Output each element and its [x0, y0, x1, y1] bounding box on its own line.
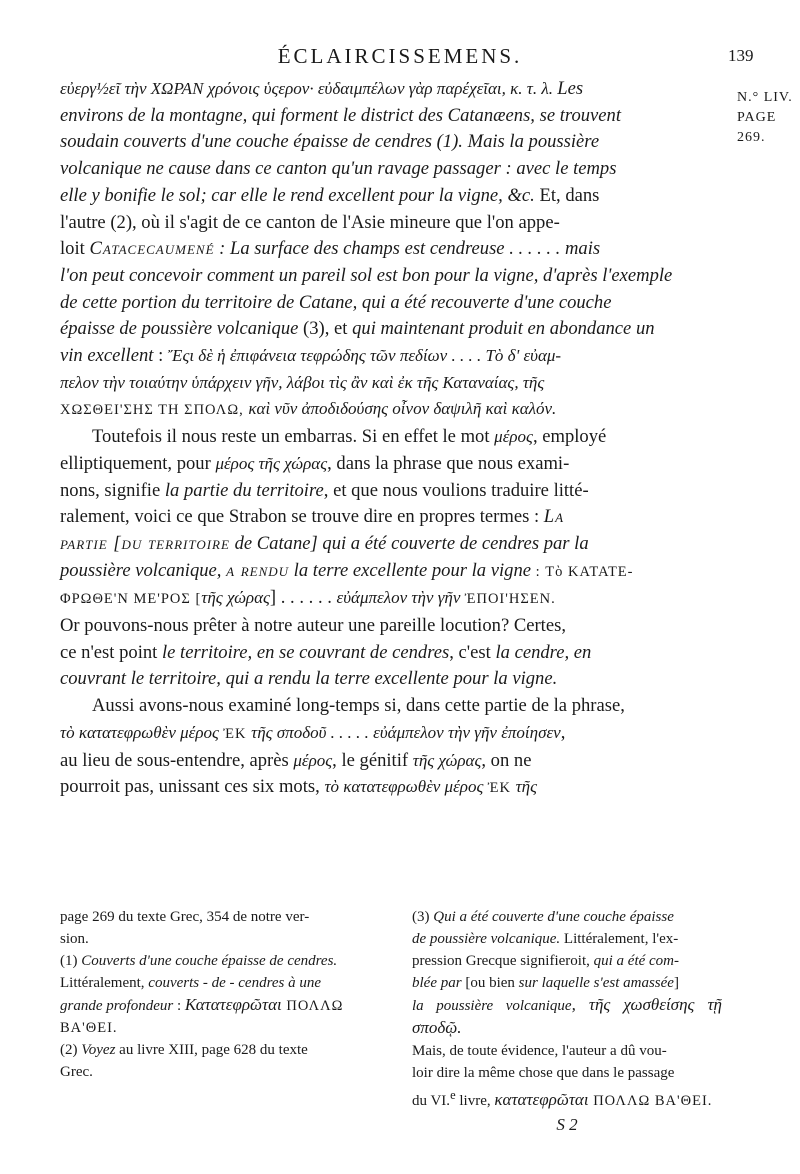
footnote-3: (3) Qui a été couverte d'une couche épaisse de poussière volcanique. Littéralement, l'ex- pression Grecque signifieroit, qui a été com- blée par [ou bien sur laquelle s'est amassée] la poussière volcanique, τῆς χωσθείσης τῇ σποδῷ. Mais, de toute évidence, l'auteur a dû vou- loir dire la même chose que dans le passage du VI.$^e$ livre, κατατεφρῶται ΠΟΛΛΩ ΒΑ'ΘΕΙ. [412, 909, 722, 1109]
margin-note [737, 88, 797, 148]
footnotes-right-column [412, 906, 722, 1136]
body-text [60, 76, 722, 802]
footnote-2: (2) Voyez au livre XIII, page 628 du texte Grec. [60, 1042, 308, 1080]
margin-note-page: PAGE 269. [737, 110, 777, 145]
footnote-continuation: page 269 du texte Grec, 354 de notre ver- sion. [60, 909, 310, 947]
footnote-1: (1) Couverts d'une couche épaisse de cendres. Littéralement, couverts - de - cendres à une grande profondeur : Κατατεφρῶται ΠΟΛΛΩ ΒΑ'ΘΕΙ. [60, 953, 344, 1036]
paragraph-3: Aussi avons-nous examiné long-temps si, dans cette partie de la phrase, τὸ κατατεφρωθὲν μέρος ἘΚ τῆς σποδοῦ . . . . . εὐάμπελον τὴν γῆν ἐποίησεν, au lieu de sous-entendre, après μέρος, le génitif τῆς χώρας, on ne pourroit pas, unissant ces six mots, τὸ κατατεφρωθὲν μέρος ἘΚ τῆς [60, 695, 625, 798]
paragraph-1: εὐεργ½εῖ τὴν ΧΩΡΑΝ χρόνοις ὑςερον· εὐδαιμπέλων γὰρ παρέχεῖαι, κ. τ. λ. Les environs de la montagne, qui forment le district des Catanæens, se trouvent soudain couverts d'une couche épaisse de cendres (1). Mais la poussière volcanique ne cause dans ce canton qu'un ravage passager : avec le temps elle y bonifie le sol; car elle le rend excellent pour la vigne, &c. Et, dans l'autre (2), où il s'agit de ce canton de l'Asie mineure que l'on appe- loit Catacecaumené : La surface des champs est cendreuse . . . . . . mais l'on peut concevoir comment un pareil sol est bon pour la vigne, d'après l'exemple de cette portion du territoire de Catane, qui a été recouverte d'une couche épaisse de poussière volcanique (3), et qui maintenant produit en abondance un vin excellent : Ἔςι δὲ ἡ ἐπιφάνεια τεφρώδης τῶν πεδίων . . . . Τὸ δ' εὐαμ- πελον τὴν τοιαύτην ὑπάρχειν γῆν, λάβοι τὶς ἂν καὶ ἐκ τῆς Καταναίας, τῆς ΧΩΣΘΕΙ'ΣΗΣ ΤΗ ΣΠΟΛΩ, καὶ νῦν ἀποδιδούσης οἶνον δαψιλῆ καὶ καλόν. [60, 78, 673, 419]
margin-note-number: N.° LIV. [737, 90, 793, 105]
footnotes-left-column [60, 906, 370, 1083]
signature-mark: S 2 [556, 1115, 578, 1134]
paragraph-2: Toutefois il nous reste un embarras. Si en effet le mot μέρος, employé elliptiquement, pour μέρος τῆς χώρας, dans la phrase que nous exami- nons, signifie la partie du territoire, et que nous voulions traduire litté- ralement, voici ce que Strabon se trouve dire en propres termes : La partie [du territoire de Catane] qui a été couverte de cendres par la poussière volcanique, a rendu la terre excellente pour la vigne : Τὸ ΚΑΤΑΤΕ- ΦΡΩΘΕ'Ν ΜΕ'ΡΟΣ [τῆς χώρας] . . . . . . εὐάμπελον τὴν γῆν ἘΠΟΙ'ΗΣΕΝ. Or pouvons-nous prêter à notre auteur une pareille locution? Certes, ce n'est point le territoire, en se couvrant de cendres, c'est la cendre, en couvrant le territoire, qui a rendu la terre excellente pour la vigne. [60, 426, 634, 690]
greek-line: εὐεργ½εῖ τὴν ΧΩΡΑΝ χρόνοις ὑςερον· εὐδαιμπέλων γὰρ παρέχεῖαι, κ. τ. λ. [60, 79, 558, 98]
page-number: 139 [728, 46, 754, 65]
running-title: ÉCLAIRCISSEMENS. [277, 44, 523, 68]
